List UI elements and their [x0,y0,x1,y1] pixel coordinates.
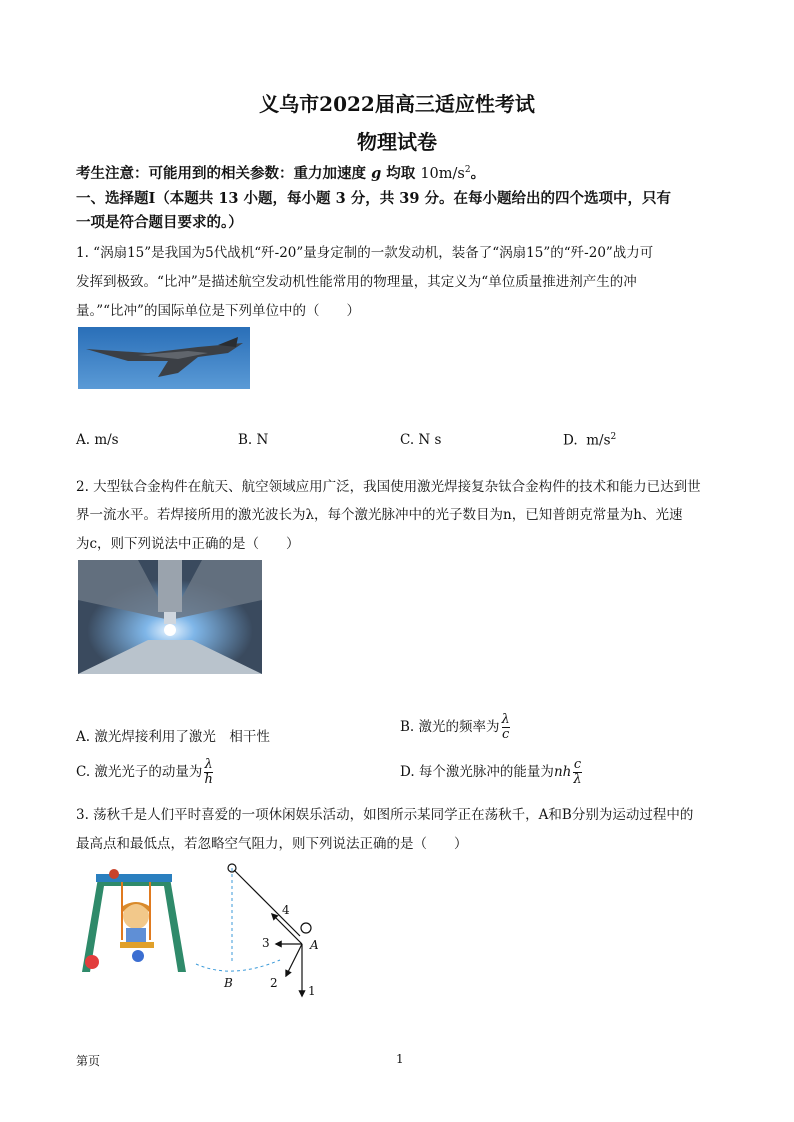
section-heading-line1: 一、选择题Ⅰ（本题共 13 小题，每小题 3 分，共 39 分。在每小题给出的四个选项中，只有 [76,190,672,207]
diagram-label-arrow-4: 4 [282,903,290,917]
diagram-label-arrow-3: 3 [262,936,270,950]
notice-g: g [371,165,382,182]
section-heading-line2: 一项是符合题目要求的。） [76,214,243,231]
q2-option-c: C. 激光光子的动量为 $\frac{\lambda}{h}$ [76,757,213,787]
exam-title: 义乌市2022届高三适应性考试 [259,92,535,116]
diagram-label-b: B [224,976,233,990]
footer-page-number: 1 [396,1052,404,1066]
footer-page-label: 第页 [76,1054,101,1068]
q3-text-line2: 最高点和最低点，若忽略空气阻力，则下列说法正确的是（ ） [76,836,468,852]
notice-after: 均取 [386,165,416,182]
exam-notice [76,162,485,183]
diagram-label-a: A [310,938,319,952]
q2-text-line1: 2. 大型钛合金构件在航天、航空领域应用广泛，我国使用激光焊接复杂钛合金构件的技术和能力已达到世 [76,479,701,495]
fighter-jet-image [78,327,250,389]
pendulum-force-diagram [190,856,340,1006]
q1-option-b: B. N [238,432,269,448]
notice-end: 。 [470,165,486,182]
q1-text-line3: 量。”“比冲”的国际单位是下列单位中的（ ） [76,303,360,319]
exam-subtitle: 物理试卷 [357,130,437,154]
notice-label: 考生注意：可能用到的相关参数：重力加速度 [76,165,366,182]
notice-value: $10m/s^2$ [420,165,471,182]
q2-text-line3: 为c，则下列说法中正确的是（ ） [76,536,300,552]
q2-text-line2: 界一流水平。若焊接所用的激光波长为λ，每个激光脉冲中的光子数目为n，已知普朗克常量为h、光速 [76,507,683,523]
diagram-label-arrow-1: 1 [308,984,316,998]
q1-option-a: A. m/s [76,432,119,448]
q1-option-d: D. $m/s^2$ [563,432,617,449]
q2-option-b: B. 激光的频率为 $\frac{\lambda}{c}$ [400,712,510,742]
laser-welding-image [78,560,262,674]
q2-option-a: A. 激光焊接利用了激光 相干性 [76,729,270,745]
q1-text-line1: 1. “涡扇15”是我国为5代战机“歼-20”量身定制的一款发动机，装备了“涡扇15”的“歼-20”战力可 [76,245,654,261]
q1-text-line2: 发挥到极致。“比冲”是描述航空发动机性能常用的物理量，其定义为“单位质量推进剂产生的冲 [76,274,637,290]
diagram-label-arrow-2: 2 [270,976,278,990]
q2-option-d: D. 每个激光脉冲的能量为nh $\frac{c}{\lambda}$ [400,757,582,787]
swing-cartoon-image [78,868,190,980]
q3-text-line1: 3. 荡秋千是人们平时喜爱的一项休闲娱乐活动，如图所示某同学正在荡秋千，A和B分别为运动过程中的 [76,807,694,823]
q1-option-c: C. N s [400,432,442,448]
